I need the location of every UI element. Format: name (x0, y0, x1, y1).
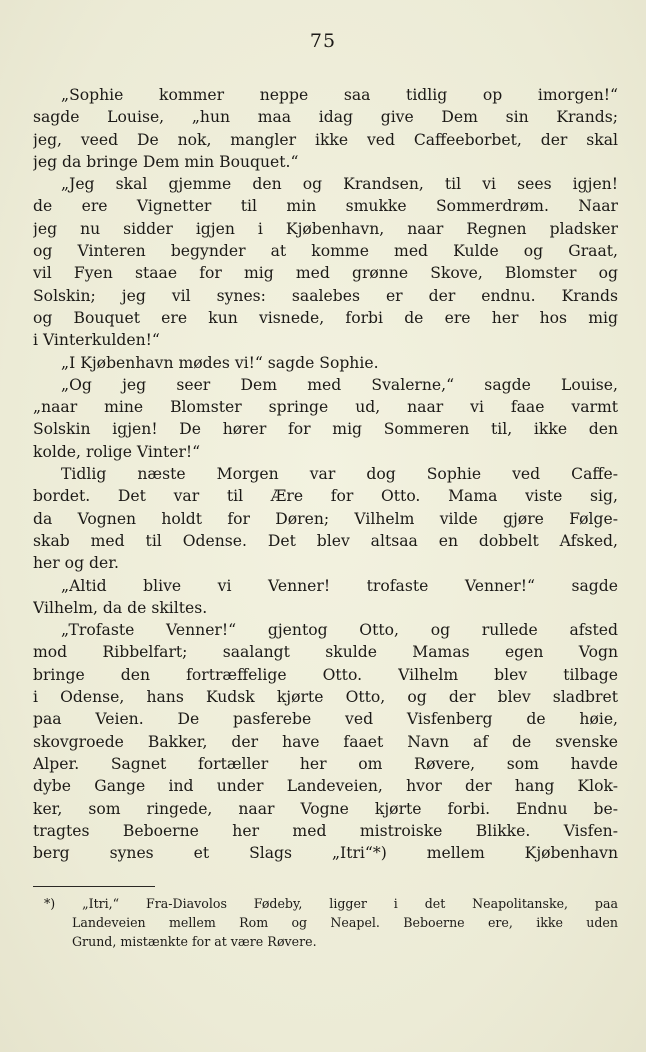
text-line: „Altid blive vi Venner! trofaste Venner!“ sagde (61, 576, 618, 595)
text-line: Tidlig næste Morgen var dog Sophie ved Caffe- (61, 465, 618, 484)
text-line: ker, som ringede, naar Vogne kjørte forbi. Endnu be- (33, 799, 618, 818)
text-line: Alper. Sagnet fortæller her om Røvere, som havde (33, 754, 618, 773)
footnote (44, 894, 618, 951)
text-line: „naar mine Blomster springe ud, naar vi faae varmt (33, 398, 618, 417)
text-line: skab med til Odense. Det blev altsaa en dobbelt Afsked, (33, 531, 618, 550)
text-line: Solskin; jeg vil synes: saalebes er der endnu. Krands (33, 286, 618, 305)
text-line: i Odense, hans Kudsk kjørte Otto, og der blev sladbret (33, 688, 618, 707)
text-line: bordet. Det var til Ære for Otto. Mama viste sig, (33, 487, 618, 506)
footnote-line: Landeveien mellem Rom og Neapel. Beboerne ere, ikke uden (72, 915, 618, 930)
text-line: og Bouquet ere kun visnede, forbi de ere her hos mig (33, 308, 618, 327)
text-line: i Vinterkulden!“ (33, 331, 160, 350)
page-number: 75 (309, 30, 337, 52)
footnote-line: Grund, mistænkte for at være Røvere. (72, 934, 317, 949)
text-line: jeg nu sidder igjen i Kjøbenhavn, naar Regnen pladsker (33, 219, 618, 238)
text-line: jeg da bringe Dem min Bouquet.“ (33, 152, 299, 171)
text-line: da Vognen holdt for Døren; Vilhelm vilde gjøre Følge- (33, 509, 618, 528)
text-line: dybe Gange ind under Landeveien, hvor der hang Klok- (33, 777, 618, 796)
text-line: vil Fyen staae for mig med grønne Skove, Blomster og (33, 264, 618, 283)
text-line: her og der. (33, 554, 119, 573)
text-line: de ere Vignetter til min smukke Sommerdrøm. Naar (33, 197, 618, 216)
text-line: bringe den fortræffelige Otto. Vilhelm blev tilbage (33, 665, 618, 684)
text-line: og Vinteren begynder at komme med Kulde og Graat, (33, 242, 618, 261)
text-line: „Jeg skal gjemme den og Krandsen, til vi sees igjen! (61, 175, 618, 194)
text-line: „I Kjøbenhavn mødes vi!“ sagde Sophie. (61, 353, 379, 372)
text-line: sagde Louise, „hun maa idag give Dem sin Krands; (33, 108, 618, 127)
body-text (33, 84, 618, 864)
text-line: Vilhelm, da de skiltes. (33, 598, 208, 617)
text-line: kolde, rolige Vinter!“ (33, 442, 201, 461)
footnote-rule (33, 886, 155, 887)
text-line: paa Veien. De pasferebe ved Visfenberg de høie, (33, 710, 618, 729)
footnote-line: *) „Itri,“ Fra-Diavolos Fødeby, ligger i det Neapolitanske, paa (44, 896, 618, 911)
text-line: „Sophie kommer neppe saa tidlig op imorgen!“ (61, 86, 618, 104)
text-line: Solskin igjen! De hører for mig Sommeren til, ikke den (33, 420, 618, 439)
text-line: skovgroede Bakker, der have faaet Navn af de svenske (33, 732, 618, 751)
text-line: „Trofaste Venner!“ gjentog Otto, og rullede afsted (61, 621, 618, 640)
text-line: „Og jeg seer Dem med Svalerne,“ sagde Louise, (61, 375, 618, 394)
text-line: berg synes et Slags „Itri“*) mellem Kjøbenhavn (33, 844, 618, 863)
text-line: tragtes Beboerne her med mistroiske Blikke. Visfen- (33, 821, 618, 840)
text-line: mod Ribbelfart; saalangt skulde Mamas egen Vogn (33, 643, 618, 662)
text-line: jeg, veed De nok, mangler ikke ved Caffeeborbet, der skal (33, 130, 618, 149)
